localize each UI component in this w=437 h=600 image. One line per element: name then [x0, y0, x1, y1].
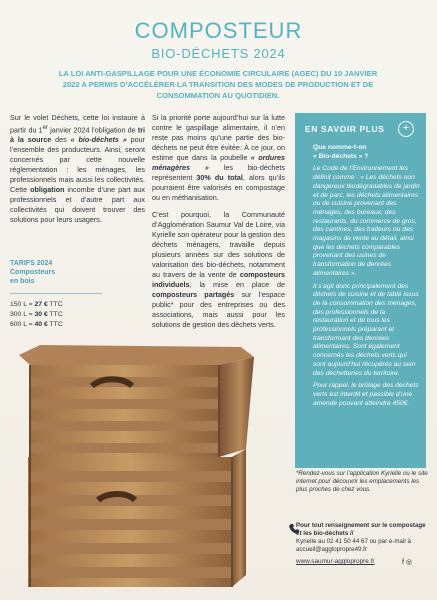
left-paragraph: Sur le volet Déchets, cette loi instaure à partir du 1er janvier 2024 l’obligation de tri à la source des « bio-déchets » pour l’ensemble des producteurs. Ainsi, seront concernés par cette nouvelle réglementation : les ménages, les professionnels mais aussi les collectivités. Cette obligation incombe d’une part aux professionnels et d’autre part aux collectivités qui doivent trouver des solutions pour leurs usagers.: [10, 113, 145, 225]
middle-paragraph-2: C’est pourquoi, la Communauté d’Agglomération Saumur Val de Loire, via Kyrielle son opérateur pour la gestion des déchets ménagers, travaille depuis plusieurs années sur des solutions de valorisation des bio-déchets, notamment au travers de la vente de composteurs individuels, la mise en place de composteurs partagés sur l’espace public* pour des entreprises ou des associations, mais aussi pour les solutions de gestion des déchets verts.: [152, 210, 285, 329]
info-box: [295, 113, 426, 468]
middle-column: [152, 113, 285, 337]
info-box-heading: EN SAVOIR PLUS: [305, 124, 385, 134]
info-box-paragraph-1: Le Code de l’Environnement les définit comme : « Les déchets non dangereux biodégradables de jardin et de parc, les déchets alimentaires ou de cuisine provenant des ménages, des bureaux, des restaurants, du commerce de gros, des cantines, des traiteurs ou des magasins de vente au détail, ainsi que les déchets comparables provenant des usines de transformation de denrées alimentaires ».: [313, 165, 420, 277]
page-title: COMPOSTEUR: [134, 18, 303, 43]
tarif-row: 600 L = 40 € TTC: [10, 321, 63, 328]
website-link[interactable]: www.saumur-agglopropre.fr: [296, 558, 375, 565]
contact-heading: Pour tout renseignement sur le compostage et les bio-déchets //: [296, 522, 426, 537]
tarif-row: 300 L = 30 € TTC: [10, 311, 63, 318]
info-box-paragraph-2: Il s’agit donc principalement des déchets de cuisine et de table issus de la consommation des ménages, des professionnels de la restauration et de tous les professionnels préparant et transformant des denrées alimentaires. Sont également concernés les déchets verts qui sont aujourd’hui récupérés au sein des déchetteries du territoire.: [313, 282, 419, 377]
info-box-question: Que nomme-t-on « Bio-déchets » ?: [313, 144, 369, 160]
contact-details: Kyrielle au 02 41 50 44 67 ou par e-mail à accueil@agglopropre49.fr: [296, 538, 411, 553]
page-subtitle: BIO-DÉCHETS 2024: [151, 46, 286, 61]
title-block: [0, 18, 437, 61]
info-box-paragraph-3: Pour rappel, le brûlage des déchets verts est interdit et passible d’une amende pouvant atteindre 450€.: [313, 382, 419, 407]
info-box-text: [313, 144, 421, 412]
tarifs-title: TARIFS 2024 Composteurs en bois: [10, 260, 56, 285]
middle-paragraph-1: Si la priorité porte aujourd’hui sur la lutte contre le gaspillage alimentaire, il n’en reste pas moins qu’une partie des bio-déchets ne peut être évitée. À ce jour, on estime que dans la poubelle « ordures ménagères » les bio-déchets représentent 30% du total, alors qu’ils pourraient être valorisés en compostage ou en méthanisation.: [152, 113, 286, 202]
tarifs-block: [10, 259, 102, 330]
plus-icon: +: [398, 121, 414, 137]
left-column: [10, 113, 145, 232]
contact-block: [296, 522, 431, 554]
wooden-composter-image: [14, 337, 254, 593]
tarif-row: 150 L = 27 € TTC: [10, 301, 63, 308]
app-note: *Rendez-vous sur l’application Kyrielle ou le site internet pour découvrir les emplacements les plus proches de chez vous.: [296, 470, 428, 493]
lead-paragraph: LA LOI ANTI-GASPILLAGE POUR UNE ÉCONOMIE CIRCULAIRE (AGEC) DU 10 JANVIER 2022 A PERMIS D’ACCÉLÉRER LA TRANSITION DES MODES DE PRODUCTION ET DE CONSOMMATION AU QUOTIDIEN.: [58, 69, 378, 100]
social-icons: f ◎: [402, 559, 412, 566]
tarifs-list: [10, 293, 102, 330]
